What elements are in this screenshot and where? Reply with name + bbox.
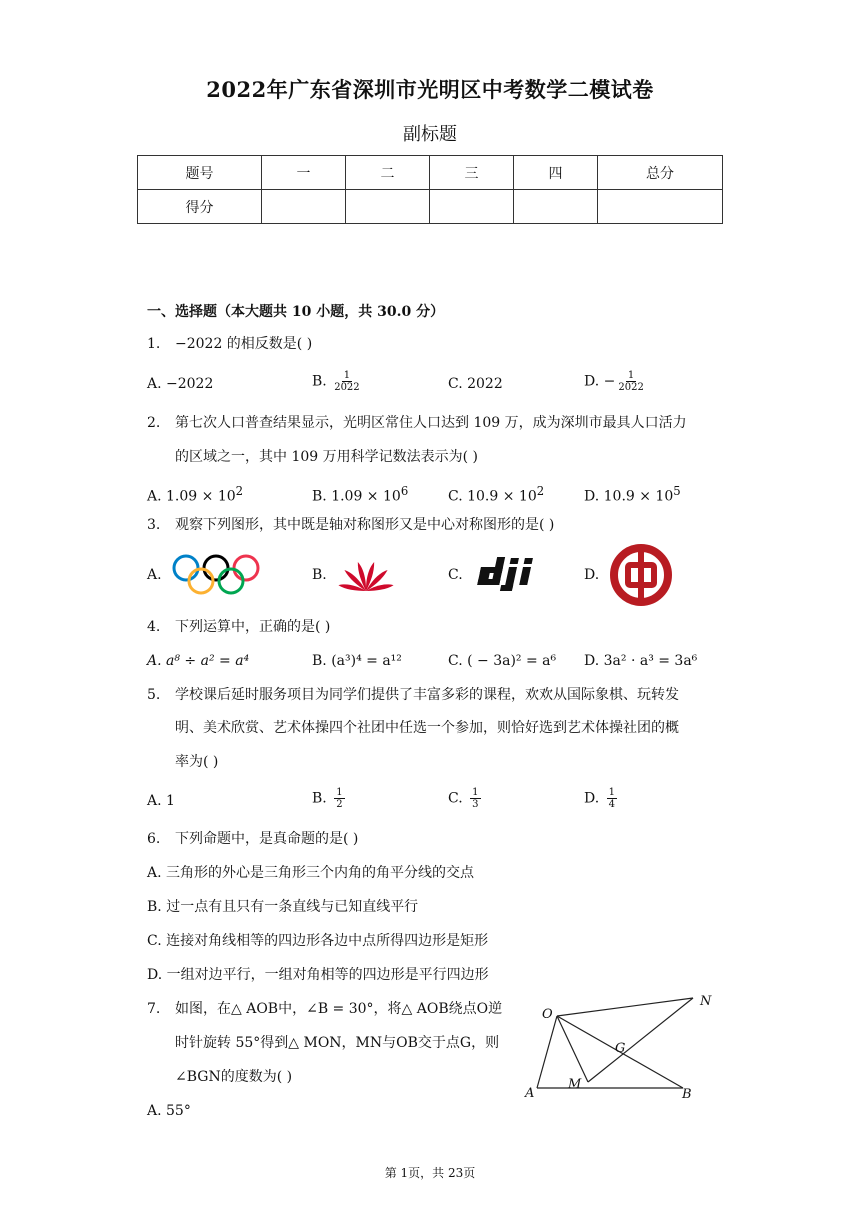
question-4 (147, 617, 330, 637)
olympic-rings-icon (170, 553, 262, 597)
option-d: D. 一组对边平行，一组对角相等的四边形是平行四边形 (147, 967, 489, 983)
numerator: 1 (343, 370, 351, 381)
page-title: 2022年广东省深圳市光明区中考数学二模试卷 (206, 77, 654, 102)
option-c: C. 2022 (448, 376, 503, 392)
option-label: D. (584, 790, 604, 807)
option-label: B. (312, 373, 332, 390)
option-text: C. 10.9 × 10 (448, 488, 537, 505)
question-text: 下列运算中，正确的是( ) (175, 619, 331, 635)
table-cell: 四 (514, 156, 598, 190)
table-cell: 总分 (598, 156, 723, 190)
question-number: 2. (147, 415, 161, 431)
question-3 (147, 515, 554, 535)
label-A: A (525, 1086, 535, 1101)
question-number: 1. (147, 336, 161, 352)
denominator: 2 (336, 799, 343, 810)
option-b (312, 370, 360, 393)
option-d: D. (584, 567, 600, 583)
question-text: 第七次人口普查结果显示，光明区常住人口达到 109 万，成为深圳市最具人口活力 (175, 415, 687, 431)
bank-of-china-logo-icon (609, 543, 673, 607)
option-a: A. −2022 (147, 376, 214, 392)
option-b: B. 过一点有且只有一条直线与已知直线平行 (147, 899, 419, 915)
question-number: 3. (147, 517, 161, 533)
numerator: 1 (336, 787, 343, 798)
option-b (312, 787, 345, 810)
segment-ON (557, 998, 693, 1016)
page-subtitle: 副标题 (403, 124, 457, 145)
option-text: D. 10.9 × 10 (584, 488, 674, 505)
option-c (448, 481, 544, 507)
geometry-figure (520, 990, 720, 1102)
question-number: 6. (147, 831, 161, 847)
label-O: O (542, 1007, 553, 1022)
question-text: 下列命题中，是真命题的是( ) (175, 831, 359, 847)
fraction (607, 787, 617, 810)
ring-yellow (189, 569, 213, 593)
option-text: A. 1.09 × 10 (147, 488, 236, 505)
option-label: B. (312, 790, 332, 807)
question-7 (147, 999, 502, 1019)
numerator: 1 (608, 787, 616, 798)
option-c (448, 787, 481, 810)
huawei-logo-icon (338, 553, 394, 597)
question-text: 观察下列图形，其中既是轴对称图形又是中心对称图形的是( ) (175, 517, 555, 533)
question-text-cont: ∠BGN的度数为( ) (175, 1069, 293, 1085)
ring-green (219, 569, 243, 593)
table-cell: 题号 (138, 156, 262, 190)
table-cell: 三 (430, 156, 514, 190)
label-N: N (700, 994, 712, 1009)
score-table (137, 155, 723, 224)
segment-OA (537, 1016, 557, 1088)
table-row (138, 156, 723, 190)
score-input-cell[interactable] (598, 190, 723, 224)
option-d (584, 787, 617, 810)
option-c: C. 连接对角线相等的四边形各边中点所得四边形是矩形 (147, 933, 489, 949)
page-footer: 第 1页，共 23页 (384, 1166, 476, 1180)
question-6 (147, 829, 358, 849)
option-b: B. (312, 567, 327, 583)
label-G: G (615, 1041, 626, 1056)
ring-black (204, 556, 228, 580)
exponent: 6 (400, 484, 409, 498)
question-number: 4. (147, 619, 161, 635)
option-label: C. (448, 790, 468, 807)
question-text-cont: 明、美术欣赏、艺术体操四个社团中任选一个参加，则恰好选到艺术体操社团的概 (175, 720, 679, 736)
ring-blue (174, 556, 198, 580)
question-text: 如图，在△ AOB中，∠B = 30°，将△ AOB绕点O逆 (175, 1001, 503, 1017)
score-input-cell[interactable] (430, 190, 514, 224)
exponent: 2 (536, 484, 545, 498)
fraction (618, 370, 643, 393)
label-M: M (568, 1077, 582, 1092)
option-c: C. ( − 3a)² = a⁶ (448, 653, 557, 669)
question-1 (147, 334, 312, 354)
score-input-cell[interactable] (262, 190, 346, 224)
option-label: D. − (584, 373, 616, 390)
fraction (470, 787, 480, 810)
fraction (334, 370, 359, 393)
option-d (584, 370, 644, 393)
denominator: 2022 (334, 382, 360, 393)
option-text: B. 1.09 × 10 (312, 488, 401, 505)
option-c: C. (448, 567, 463, 583)
option-a (147, 481, 243, 507)
question-text-cont: 率为( ) (175, 754, 219, 770)
segment-OM (557, 1016, 588, 1082)
option-b: B. (a³)⁴ = a¹² (312, 653, 402, 669)
score-input-cell[interactable] (514, 190, 598, 224)
question-text-cont: 的区域之一，其中 109 万用科学记数法表示为( ) (175, 449, 478, 465)
question-5 (147, 685, 679, 705)
question-text: −2022 的相反数是( ) (175, 336, 313, 352)
option-d: D. 3a² · a³ = 3a⁶ (584, 653, 698, 669)
numerator: 1 (472, 787, 479, 798)
exponent: 2 (235, 484, 244, 498)
table-row (138, 190, 723, 224)
table-cell: 二 (346, 156, 430, 190)
question-text-cont: 时针旋转 55°得到△ MON，MN与OB交于点G，则 (175, 1035, 500, 1051)
dji-logo-icon (472, 553, 550, 597)
option-d (584, 481, 681, 507)
option-a: A. 55° (147, 1103, 191, 1119)
segment-MN (588, 998, 693, 1082)
option-a: A. 三角形的外心是三角形三个内角的角平分线的交点 (147, 865, 475, 881)
question-number: 5. (147, 687, 161, 703)
denominator: 3 (472, 799, 479, 810)
question-number: 7. (147, 1001, 161, 1017)
option-a: A. a⁸ ÷ a² = a⁴ (147, 653, 250, 669)
numerator: 1 (627, 370, 635, 381)
ring-red (234, 556, 258, 580)
question-text: 学校课后延时服务项目为同学们提供了丰富多彩的课程，欢欢从国际象棋、玩转发 (175, 687, 679, 703)
option-b (312, 481, 408, 507)
score-input-cell[interactable] (346, 190, 430, 224)
denominator: 4 (608, 799, 616, 810)
fraction (334, 787, 344, 810)
option-a: A. 1 (147, 793, 175, 809)
denominator: 2022 (618, 382, 644, 393)
question-2 (147, 413, 687, 433)
option-a: A. (147, 567, 162, 583)
table-cell: 得分 (138, 190, 262, 224)
exponent: 5 (673, 484, 681, 498)
table-cell: 一 (262, 156, 346, 190)
label-B: B (682, 1087, 692, 1102)
section-heading: 一、选择题（本大题共 10 小题，共 30.0 分） (147, 304, 445, 320)
